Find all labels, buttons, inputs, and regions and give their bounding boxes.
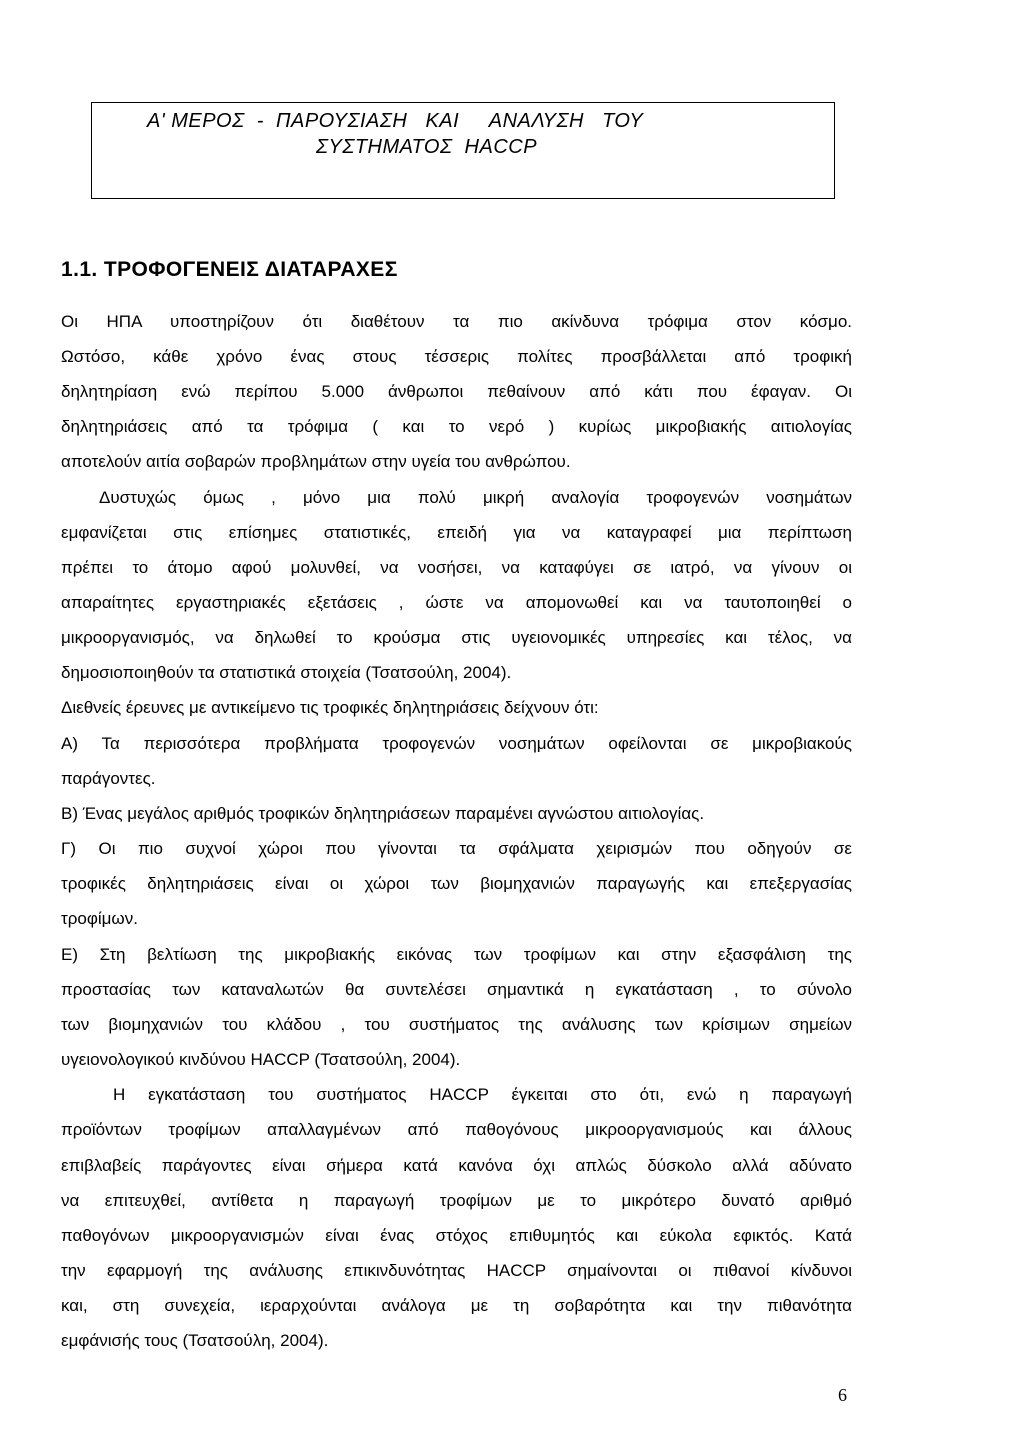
paragraph-1-line-3: δηλητηρίαση ενώ περίπου 5.000 άνθρωποι πεθαίνουν από κάτι που έφαγαν. Οι — [61, 382, 852, 401]
paragraph-4-line-1: Η εγκατάσταση του συστήματος HACCP έγκειται στο ότι, ενώ η παραγωγή — [113, 1085, 852, 1104]
list-item-a-line-1: Α) Τα περισσότερα προβλήματα τροφογενών νοσημάτων οφείλονται σε μικροβιακούς — [61, 734, 852, 753]
section-title: 1.1. ΤΡΟΦΟΓΕΝΕΙΣ ΔΙΑΤΑΡΑΧΕΣ — [61, 258, 398, 281]
paragraph-2-line-2: εμφανίζεται στις επίσημες στατιστικές, επειδή για να καταγραφεί μια περίπτωση — [61, 523, 852, 542]
list-item-c-line-3: τροφίμων. — [61, 909, 138, 928]
paragraph-4-line-8: εμφάνισής τους (Τσατσούλη, 2004). — [61, 1331, 329, 1350]
paragraph-2-line-3: πρέπει το άτομο αφού μολυνθεί, να νοσήσει, να καταφύγει σε ιατρό, να γίνουν οι — [61, 558, 852, 577]
paragraph-4-line-5: παθογόνων μικροοργανισμών είναι ένας στόχος επιθυμητός και εύκολα εφικτός. Κατά — [61, 1226, 852, 1245]
paragraph-2-line-5: μικροοργανισμός, να δηλωθεί το κρούσμα στις υγειονομικές υπηρεσίες και τέλος, να — [61, 628, 852, 647]
part-header-box — [91, 102, 835, 199]
list-item-e-line-2: προστασίας των καταναλωτών θα συντελέσει σημαντικά η εγκατάσταση , το σύνολο — [61, 980, 852, 999]
paragraph-4-line-4: να επιτευχθεί, αντίθετα η παραγωγή τροφίμων με το μικρότερο δυνατό αριθμό — [61, 1191, 852, 1210]
list-item-c-line-1: Γ) Οι πιο συχνοί χώροι που γίνονται τα σφάλματα χειρισμών που οδηγούν σε — [61, 839, 852, 858]
paragraph-2-line-4: απαραίτητες εργαστηριακές εξετάσεις , ώστε να απομονωθεί και να ταυτοποιηθεί ο — [61, 593, 852, 612]
part-header-line-2: ΣΥΣΤΗΜΑΤΟΣ HACCP — [316, 136, 538, 158]
paragraph-1-line-5: αποτελούν αιτία σοβαρών προβλημάτων στην υγεία του ανθρώπου. — [61, 452, 571, 471]
paragraph-3-intro: Διεθνείς έρευνες με αντικείμενο τις τροφικές δηλητηριάσεις δείχνουν ότι: — [61, 698, 599, 717]
list-item-e-line-4: υγειονολογικού κινδύνου HACCP (Τσατσούλη, 2004). — [61, 1050, 461, 1069]
paragraph-4-line-2: προϊόντων τροφίμων απαλλαγμένων από παθογόνους μικροοργανισμούς και άλλους — [61, 1120, 852, 1139]
list-item-a-line-2: παράγοντες. — [61, 769, 156, 788]
paragraph-1-line-2: Ωστόσο, κάθε χρόνο ένας στους τέσσερις πολίτες προσβάλλεται από τροφική — [61, 347, 852, 366]
list-item-b: Β) Ένας μεγάλος αριθμός τροφικών δηλητηριάσεων παραμένει αγνώστου αιτιολογίας. — [61, 804, 705, 823]
paragraph-2-line-1: Δυστυχώς όμως , μόνο μια πολύ μικρή αναλογία τροφογενών νοσημάτων — [99, 488, 852, 507]
paragraph-4-line-7: και, στη συνεχεία, ιεραρχούνται ανάλογα με τη σοβαρότητα και την πιθανότητα — [61, 1296, 852, 1315]
paragraph-4-line-6: την εφαρμογή της ανάλυσης επικινδυνότητας HACCP σημαίνονται οι πιθανοί κίνδυνοι — [61, 1261, 852, 1280]
paragraph-1-line-4: δηλητηριάσεις από τα τρόφιμα ( και το νερό ) κυρίως μικροβιακής αιτιολογίας — [61, 417, 852, 436]
paragraph-2-line-6: δημοσιοποιηθούν τα στατιστικά στοιχεία (Τσατσούλη, 2004). — [61, 663, 512, 682]
paragraph-1-line-1: Οι ΗΠΑ υποστηρίζουν ότι διαθέτουν τα πιο ακίνδυνα τρόφιμα στον κόσμο. — [61, 312, 852, 331]
paragraph-4-line-3: επιβλαβείς παράγοντες είναι σήμερα κατά κανόνα όχι απλώς δύσκολο αλλά αδύνατο — [61, 1156, 852, 1175]
part-header-line-1: Α' ΜΕΡΟΣ - ΠΑΡΟΥΣΙΑΣΗ ΚΑΙ ΑΝΑΛΥΣΗ ΤΟΥ — [147, 110, 644, 132]
list-item-e-line-3: των βιομηχανιών του κλάδου , του συστήματος της ανάλυσης των κρίσιμων σημείων — [61, 1015, 852, 1034]
list-item-e-line-1: Ε) Στη βελτίωση της μικροβιακής εικόνας των τροφίμων και στην εξασφάλιση της — [61, 945, 852, 964]
page-number: 6 — [838, 1385, 847, 1405]
list-item-c-line-2: τροφικές δηλητηριάσεις είναι οι χώροι των βιομηχανιών παραγωγής και επεξεργασίας — [61, 874, 852, 893]
